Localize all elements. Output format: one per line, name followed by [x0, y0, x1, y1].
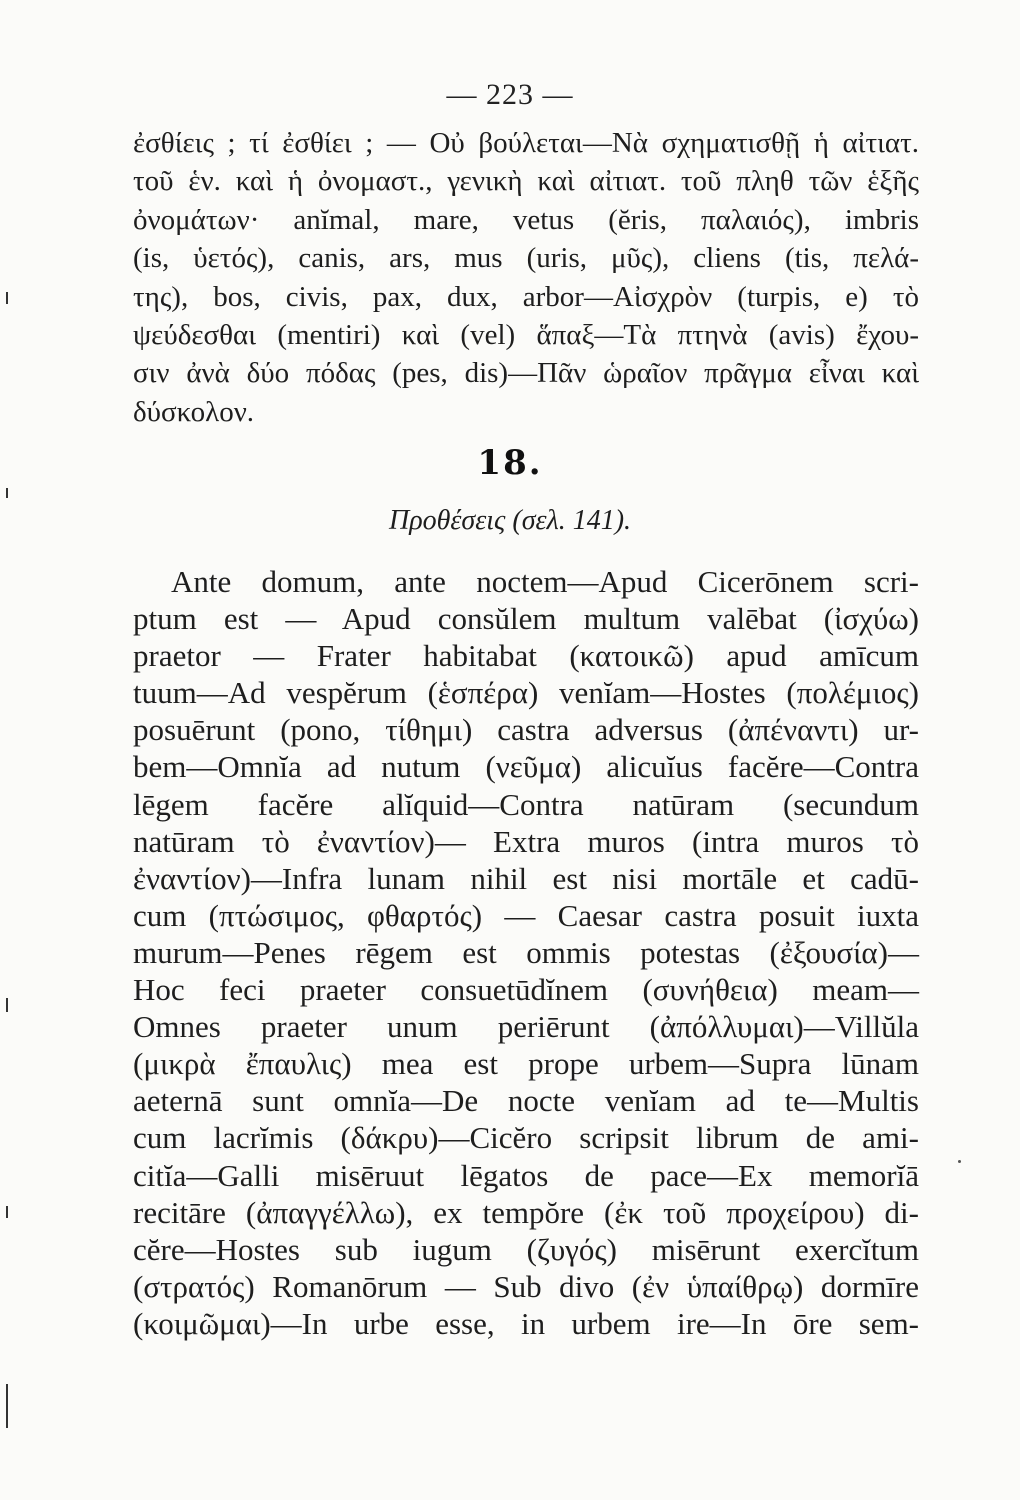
text-line: (is, ὑετός), canis, ars, mus (uris, μῦς), cliens (tis, πελά- — [133, 242, 919, 275]
text-line: cum (πτώσιμος, φθαρτός) — Caesar castra posuit iuxta — [133, 897, 919, 933]
text-line: natūram τὸ ἐναντίον)— Extra muros (intra muros τὸ — [133, 823, 919, 859]
main-paragraph — [133, 563, 919, 1342]
text-line: tuum—Ad vespĕrum (ἑσπέρα) venĭam—Hostes (πολέμιος) — [133, 675, 919, 711]
text-line: δύσκολον. — [133, 395, 255, 428]
scan-speck — [958, 1160, 961, 1163]
top-paragraph — [133, 124, 919, 431]
text-line: ψεύδεσθαι (mentiri) καὶ (vel) ἅπαξ—Τὰ πτηνὰ (avis) ἔχου- — [133, 318, 919, 351]
text-line: praetor — Frater habitabat (κατοικῶ) apud amīcum — [133, 638, 919, 674]
section-title: Προθέσεις (σελ. 141). — [388, 505, 632, 536]
scan-mark — [6, 1206, 8, 1218]
text-line: posuērunt (pono, τίθημι) castra adversus (ἀπέναντι) ur- — [133, 712, 919, 748]
scan-mark — [6, 292, 8, 304]
text-line: ἐσθίεις ; τί ἐσθίει ; — Οὐ βούλεται—Νὰ σχηματισθῇ ἡ αἰτιατ. — [133, 127, 919, 159]
section-number: 18. — [477, 443, 543, 483]
text-line: recitāre (ἀπαγγέλλω), ex tempŏre (ἐκ τοῦ προχείρου) di- — [133, 1194, 919, 1230]
text-line: σιν ἀνὰ δύο πόδας (pes, dis)—Πᾶν ὡραῖον πρᾶγμα εἶναι καὶ — [133, 357, 919, 390]
text-line: citĭa—Galli misēruut lēgatos de pace—Ex memorĭā — [133, 1157, 919, 1193]
text-line: (στρατός) Romanōrum — Sub divo (ἐν ὑπαίθρῳ) dormīre — [133, 1268, 919, 1304]
page-number: — 223 — — [446, 78, 574, 111]
text-line: ptum est — Apud consŭlem multum valēbat (ἰσχύω) — [133, 601, 919, 637]
scan-mark — [6, 998, 8, 1012]
scan-mark — [6, 488, 8, 498]
text-line: Omnes praeter unum periērunt (ἀπόλλυμαι)—Villŭla — [133, 1009, 919, 1045]
text-line: ὀνομάτων· anĭmal, mare, vetus (ĕris, παλαιός), imbris — [133, 203, 919, 236]
scan-mark — [6, 1384, 8, 1428]
text-line: (μικρὰ ἔπαυλις) mea est prope urbem—Supra lūnam — [133, 1046, 919, 1082]
text-line: της), bos, civis, pax, dux, arbor—Αἰσχρὸν (turpis, e) τὸ — [133, 280, 919, 313]
text-line: ἐναντίον)—Infra lunam nihil est nisi mortāle et cadū- — [133, 860, 919, 896]
text-line: bem—Omnĭa ad nutum (νεῦμα) alicuĭus facĕre—Contra — [133, 749, 919, 785]
text-line: Hoc feci praeter consuetūdĭnem (συνήθεια) meam— — [133, 972, 919, 1008]
text-line: cĕre—Hostes sub iugum (ζυγός) misērunt exercĭtum — [133, 1231, 919, 1267]
text-line: (κοιμῶμαι)—In urbe esse, in urbem ire—In ōre sem- — [133, 1305, 919, 1341]
text-line: lēgem facĕre alĭquid—Contra natūram (secundum — [133, 786, 919, 822]
text-line: τοῦ ἑν. καὶ ἡ ὀνομαστ., γενικὴ καὶ αἰτιατ. τοῦ πληθ τῶν ἑξῆς — [133, 165, 919, 198]
text-line: Ante domum, ante noctem—Apud Cicerōnem scri- — [171, 564, 919, 599]
text-line: aeternā sunt omnĭa—De nocte venĭam ad te—Multis — [133, 1083, 919, 1119]
text-line: murum—Penes rēgem est ommis potestas (ἐξουσία)— — [133, 934, 919, 970]
text-line: cum lacrĭmis (δάκρυ)—Cicĕro scripsit librum de ami- — [133, 1120, 919, 1156]
